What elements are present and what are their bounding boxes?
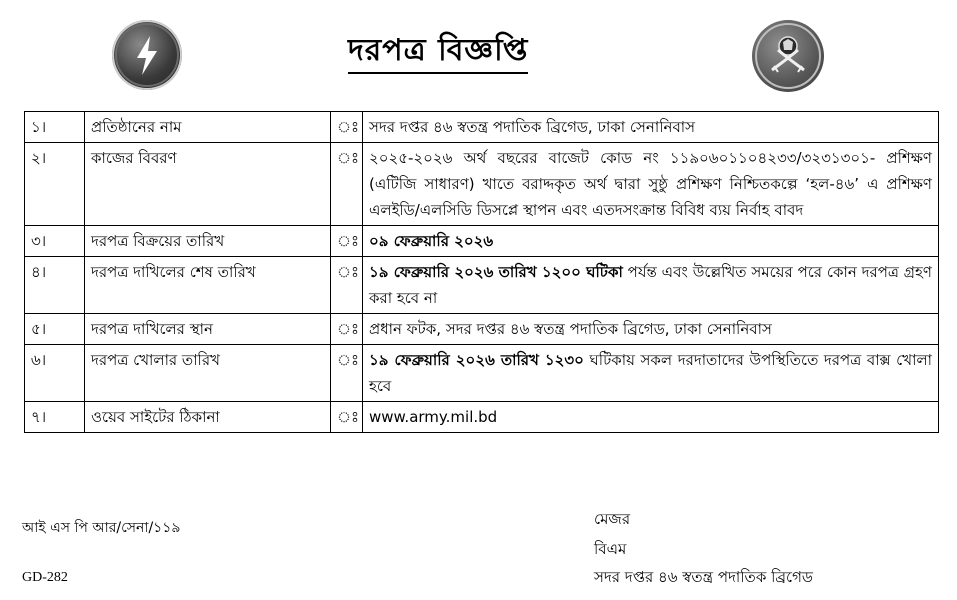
row-colon: ঃ [331,345,363,402]
row-colon: ঃ [331,112,363,143]
row-number: ৪। [25,257,85,314]
row-colon: ঃ [331,226,363,257]
row-value: ০৯ ফেব্রুয়ারি ২০২৬ [363,226,939,257]
website-link[interactable]: www.army.mil.bd [363,402,939,433]
table-row [25,112,939,143]
row-number: ২। [25,143,85,226]
table-row [25,345,939,402]
row-colon: ঃ [331,402,363,433]
row-number: ৩। [25,226,85,257]
table-row [25,257,939,314]
signature-appointment: বিএম [594,540,627,558]
row-value-bold: ১৯ ফেব্রুয়ারি ২০২৬ তারিখ ১২৩০ [369,351,584,369]
row-colon: ঃ [331,314,363,345]
row-number: ১। [25,112,85,143]
row-label: ওয়েব সাইটের ঠিকানা [85,402,331,433]
row-label: প্রতিষ্ঠানের নাম [85,112,331,143]
row-value: প্রধান ফটক, সদর দপ্তর ৪৬ স্বতন্ত্র পদাতিক ব্রিগেড, ঢাকা সেনানিবাস [363,314,939,345]
row-value: সদর দপ্তর ৪৬ স্বতন্ত্র পদাতিক ব্রিগেড, ঢাকা সেনানিবাস [363,112,939,143]
reference-number: আই এস পি আর/সেনা/১১৯ [22,520,181,536]
table-row [25,143,939,226]
row-value-rest: পর্যন্ত এবং উল্লেখিত সময়ের পরে কোন দরপত্র গ্রহণ করা হবে না [369,263,932,307]
table-row [25,402,939,433]
tender-details-table [24,111,939,433]
row-label: দরপত্র বিক্রয়ের তারিখ [85,226,331,257]
lightning-bolt-icon [112,20,182,90]
signature-rank: মেজর [594,510,631,528]
row-value-rest: ঘটিকায় সকল দরদাতাদের উপস্থিতিতে দরপত্র বাক্স খোলা হবে [369,351,932,395]
page-title: দরপত্র বিজ্ঞপ্তি [348,34,528,74]
row-value: ২০২৫-২০২৬ অর্থ বছরের বাজেট কোড নং ১১৯০৬০১১০৪২৩৩/৩২৩১৩০১- প্রশিক্ষণ (এটিজি সাধারণ) খাতে বরাদ্দকৃত অর্থ দ্বারা সুষ্ঠু প্রশিক্ষণ নিশ্চিতকল্পে ‘হল-৪৬’ এ প্রশিক্ষণ এলইডি/এলসিডি ডিসপ্লে স্থাপন এবং এতদসংক্রান্ত বিবিধ ব্যয় নির্বাহ বাবদ [363,143,939,226]
gd-number: GD-282 [22,570,68,585]
row-value [363,345,939,402]
row-value-bold: ১৯ ফেব্রুয়ারি ২০২৬ তারিখ ১২০০ ঘটিকা [369,263,623,281]
table-row [25,226,939,257]
row-number: ৭। [25,402,85,433]
table-row [25,314,939,345]
row-label: দরপত্র খোলার তারিখ [85,345,331,402]
row-label: দরপত্র দাখিলের শেষ তারিখ [85,257,331,314]
row-label: দরপত্র দাখিলের স্থান [85,314,331,345]
row-colon: ঃ [331,143,363,226]
row-number: ৫। [25,314,85,345]
row-value [363,257,939,314]
row-number: ৬। [25,345,85,402]
signature-unit: সদর দপ্তর ৪৬ স্বতন্ত্র পদাতিক ব্রিগেড [594,568,813,586]
row-label: কাজের বিবরণ [85,143,331,226]
bangladesh-army-crest-icon [752,20,824,92]
row-colon: ঃ [331,257,363,314]
